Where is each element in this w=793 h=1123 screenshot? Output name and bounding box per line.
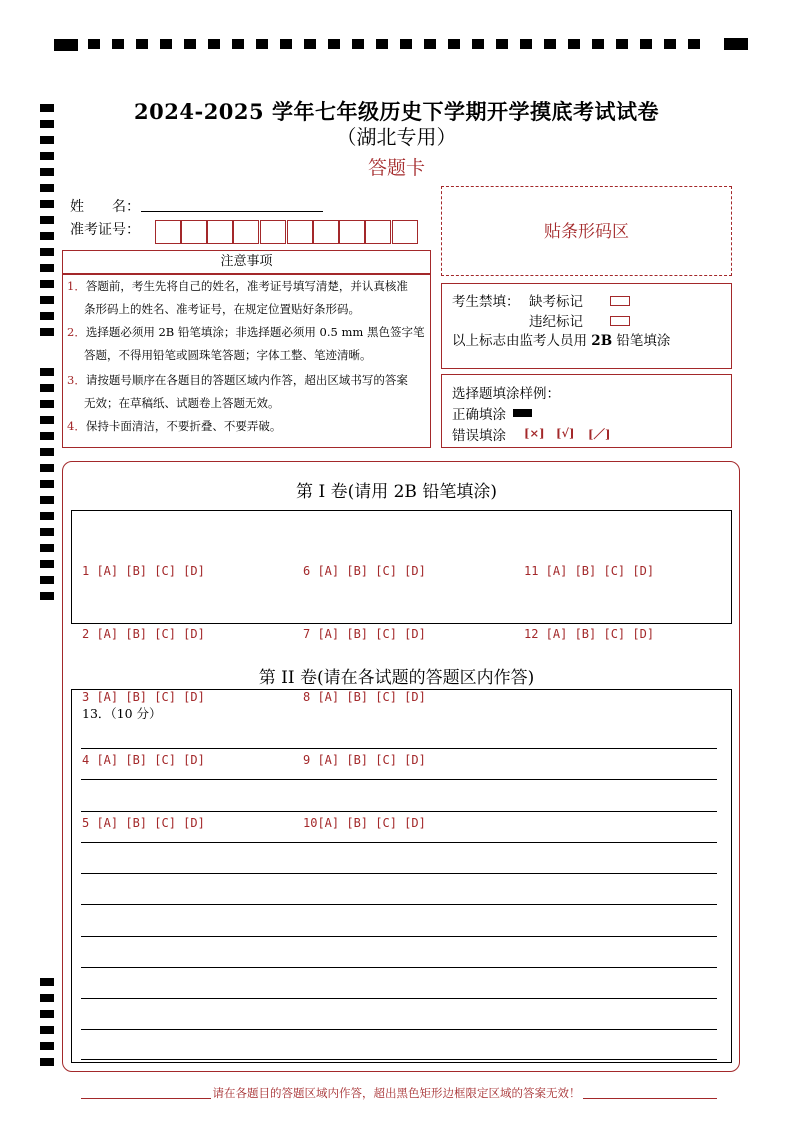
answer-line — [81, 779, 717, 780]
mc-row[interactable]: 5 [A] [B] [C] [D] — [82, 816, 205, 830]
mc-row[interactable]: 2 [A] [B] [C] [D] — [82, 627, 205, 641]
fill-example-box — [441, 374, 732, 448]
answer-line — [81, 842, 717, 843]
mc-row[interactable]: 12 [A] [B] [C] [D] — [524, 627, 655, 641]
correct-fill-sample — [513, 409, 532, 417]
answer-line — [81, 998, 717, 999]
exam-title: 2024-2025 学年七年级历史下学期开学摸底考试试卷 — [134, 99, 659, 124]
footer-warning: 请在各题目的答题区域内作答，超出黑色矩形边框限定区域的答案无效！ — [212, 1086, 581, 1100]
exam-id-cell[interactable] — [181, 220, 207, 244]
notice-box — [62, 274, 431, 448]
mc-row[interactable]: 4 [A] [B] [C] [D] — [82, 753, 205, 767]
answer-line — [81, 904, 717, 905]
name-field[interactable] — [141, 211, 323, 212]
mc-row[interactable]: 9 [A] [B] [C] [D] — [303, 753, 426, 767]
answer-line — [81, 873, 717, 874]
exam-id-cell[interactable] — [339, 220, 365, 244]
part1-title: 第 I 卷(请用 2B 铅笔填涂) — [296, 482, 497, 502]
answer-line — [81, 1059, 717, 1060]
exam-id-cell[interactable] — [260, 220, 286, 244]
notice-title: 注意事项 — [62, 250, 431, 274]
violation-mark-box[interactable] — [610, 312, 630, 328]
exam-id-cell[interactable] — [313, 220, 339, 244]
mc-row[interactable]: 11 [A] [B] [C] [D] — [524, 564, 655, 578]
wrong-fill-sample-slash: [／] — [588, 427, 611, 441]
q13-answer-box[interactable] — [71, 689, 732, 1063]
notice-item-2: 2．选择题必须用 2B 铅笔填涂；非选择题必须用 0.5 mm 黑色签字笔 答题，不得用铅笔或圆珠笔答题；字体工整、笔迹清晰。 — [67, 325, 425, 362]
answer-card-label: 答题卡 — [367, 157, 425, 179]
answer-line — [81, 967, 717, 968]
answer-line — [81, 936, 717, 937]
exam-id-cell[interactable] — [287, 220, 313, 244]
wrong-fill-label: 错误填涂 — [452, 428, 506, 444]
notice-item-1: 1．答题前，考生先将自己的姓名，准考证号填写清楚，并认真核准 条形码上的姓名、准考证号，在规定位置贴好条形码。 — [67, 279, 408, 316]
exam-id-cell[interactable] — [233, 220, 259, 244]
exam-id-cell[interactable] — [155, 220, 181, 244]
mc-row[interactable]: 6 [A] [B] [C] [D] — [303, 564, 426, 578]
correct-fill-label: 正确填涂 — [452, 407, 506, 423]
mc-row[interactable]: 1 [A] [B] [C] [D] — [82, 564, 205, 578]
absent-mark-label: 缺考标记 — [529, 294, 583, 310]
violation-mark-label: 违纪标记 — [529, 314, 583, 330]
exam-id-cell[interactable] — [207, 220, 233, 244]
part2-title: 第 II 卷(请在各试题的答题区内作答) — [258, 668, 535, 688]
mc-row[interactable]: 10[A] [B] [C] [D] — [303, 816, 426, 830]
q13-label: 13．（10 分） — [82, 706, 162, 721]
wrong-fill-sample-check: [√] — [556, 426, 575, 440]
mc-row[interactable]: 3 [A] [B] [C] [D] — [82, 690, 205, 704]
fill-example-title: 选择题填涂样例： — [452, 386, 560, 402]
answer-line — [81, 748, 717, 749]
answer-line — [81, 1029, 717, 1030]
mc-row[interactable]: 8 [A] [B] [C] [D] — [303, 690, 426, 704]
barcode-area — [441, 186, 732, 276]
proctor-only-label: 考生禁填： — [452, 294, 520, 310]
proctor-only-box — [441, 283, 732, 369]
wrong-fill-sample-x: [×] — [524, 426, 545, 440]
name-label: 姓 名： — [70, 199, 140, 215]
absent-mark-box[interactable] — [610, 292, 630, 308]
mc-column-3 — [524, 519, 654, 687]
mc-row[interactable]: 7 [A] [B] [C] [D] — [303, 627, 426, 641]
proctor-note: 以上标志由监考人员用 2B 铅笔填涂 — [452, 333, 671, 349]
exam-id-label: 准考证号： — [70, 222, 140, 238]
notice-item-4: 4．保持卡面清洁，不要折叠、不要弄破。 — [67, 419, 282, 433]
notice-item-3: 3．请按题号顺序在各题目的答题区域内作答，超出区域书写的答案 无效；在草稿纸、试题卷上答题无效。 — [67, 373, 408, 410]
exam-id-cell[interactable] — [392, 220, 418, 244]
answer-line — [81, 811, 717, 812]
exam-id-cell[interactable] — [365, 220, 391, 244]
exam-subtitle: （湖北专用） — [336, 125, 457, 149]
barcode-label: 贴条形码区 — [544, 222, 629, 242]
